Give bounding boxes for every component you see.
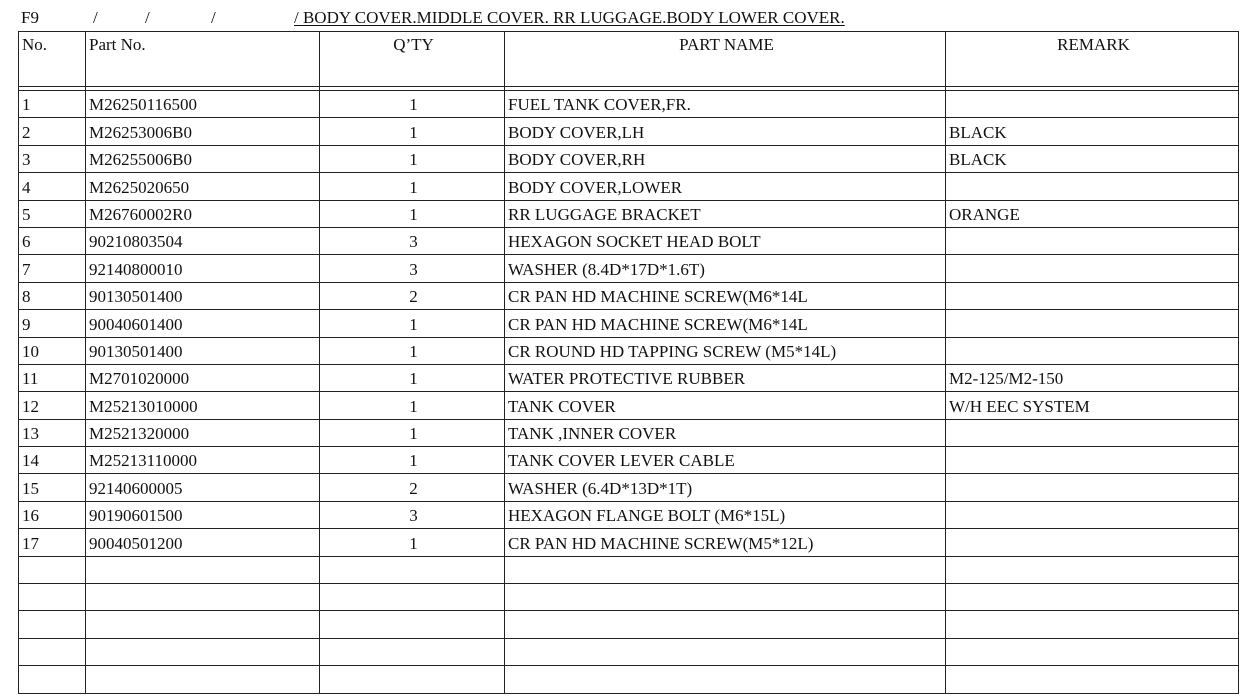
table-row [19,118,1239,145]
header-separator: / [145,8,150,27]
cell-part-name [505,611,946,638]
cell-part-no: 90130501400 [86,337,320,364]
header-separator: / [211,8,216,27]
cell-part-no: M2625020650 [86,173,320,200]
cell-part-no [86,638,320,665]
table-row [19,529,1239,556]
table-row [19,200,1239,227]
cell-remark [946,666,1239,693]
cell-qty: 1 [320,529,505,556]
cell-part-no [86,666,320,693]
cell-remark: ORANGE [946,200,1239,227]
cell-qty: 1 [320,337,505,364]
cell-remark: BLACK [946,118,1239,145]
figure-code: F9 [21,8,39,27]
cell-no [19,556,86,583]
cell-qty [320,666,505,693]
cell-no: 14 [19,447,86,474]
cell-part-no: 90130501400 [86,282,320,309]
cell-remark [946,474,1239,501]
cell-no: 8 [19,282,86,309]
cell-part-no: 90040601400 [86,310,320,337]
cell-remark [946,310,1239,337]
cell-part-name: TANK COVER [505,392,946,419]
cell-remark [946,227,1239,254]
cell-remark [946,556,1239,583]
cell-remark [946,337,1239,364]
cell-remark [946,584,1239,611]
cell-remark: BLACK [946,145,1239,172]
cell-no [19,638,86,665]
table-row [19,666,1239,693]
cell-no: 6 [19,227,86,254]
cell-part-name: FUEL TANK COVER,FR. [505,91,946,118]
cell-remark [946,255,1239,282]
table-row [19,282,1239,309]
cell-no [19,666,86,693]
cell-part-no: M2521320000 [86,419,320,446]
cell-no: 1 [19,91,86,118]
cell-part-name [505,638,946,665]
cell-qty: 2 [320,474,505,501]
cell-part-no: M2701020000 [86,364,320,391]
cell-part-name: BODY COVER,RH [505,145,946,172]
cell-remark [946,529,1239,556]
header-separator: / [93,8,98,27]
cell-qty: 3 [320,501,505,528]
parts-table-body [19,87,1239,694]
cell-part-name: WATER PROTECTIVE RUBBER [505,364,946,391]
cell-part-name [505,556,946,583]
column-header-qty: Q’TY [320,32,505,87]
cell-part-no: M26253006B0 [86,118,320,145]
cell-part-no [86,584,320,611]
cell-part-no: 90190601500 [86,501,320,528]
column-header-remark: REMARK [946,32,1239,87]
table-row [19,638,1239,665]
cell-part-no: M26255006B0 [86,145,320,172]
cell-part-no [86,556,320,583]
table-row [19,255,1239,282]
table-row [19,419,1239,446]
cell-no: 15 [19,474,86,501]
cell-no: 17 [19,529,86,556]
table-row [19,173,1239,200]
cell-qty: 1 [320,310,505,337]
cell-no: 11 [19,364,86,391]
cell-part-name: TANK COVER LEVER CABLE [505,447,946,474]
cell-no: 2 [19,118,86,145]
cell-part-name [505,584,946,611]
cell-no: 9 [19,310,86,337]
cell-part-name: HEXAGON SOCKET HEAD BOLT [505,227,946,254]
cell-remark [946,173,1239,200]
cell-qty: 3 [320,227,505,254]
cell-part-no: 92140600005 [86,474,320,501]
cell-part-name: WASHER (8.4D*17D*1.6T) [505,255,946,282]
cell-qty: 1 [320,173,505,200]
cell-part-name [505,666,946,693]
cell-remark: W/H EEC SYSTEM [946,392,1239,419]
cell-remark [946,501,1239,528]
cell-no: 7 [19,255,86,282]
cell-qty: 1 [320,145,505,172]
table-row [19,474,1239,501]
cell-qty: 1 [320,447,505,474]
cell-part-no: M25213010000 [86,392,320,419]
cell-remark [946,91,1239,118]
cell-qty: 1 [320,419,505,446]
cell-part-no: 92140800010 [86,255,320,282]
parts-table [18,31,1239,694]
cell-part-no: M26760002R0 [86,200,320,227]
cell-part-name: CR PAN HD MACHINE SCREW(M6*14L [505,310,946,337]
cell-qty: 1 [320,91,505,118]
cell-no: 13 [19,419,86,446]
cell-part-name: WASHER (6.4D*13D*1T) [505,474,946,501]
cell-part-no: 90210803504 [86,227,320,254]
column-header-part-name: PART NAME [505,32,946,87]
cell-part-name: TANK ,INNER COVER [505,419,946,446]
cell-qty: 1 [320,364,505,391]
cell-qty [320,638,505,665]
cell-part-name: BODY COVER,LH [505,118,946,145]
cell-part-name: HEXAGON FLANGE BOLT (M6*15L) [505,501,946,528]
page-header [0,6,1256,30]
table-row [19,91,1239,118]
cell-qty [320,611,505,638]
cell-part-no: M25213110000 [86,447,320,474]
table-row [19,227,1239,254]
cell-remark [946,611,1239,638]
cell-qty: 1 [320,118,505,145]
cell-part-no [86,611,320,638]
cell-qty [320,584,505,611]
cell-part-name: CR ROUND HD TAPPING SCREW (M5*14L) [505,337,946,364]
table-row [19,556,1239,583]
cell-part-no: M26250116500 [86,91,320,118]
cell-qty [320,556,505,583]
table-row [19,337,1239,364]
cell-part-name: RR LUGGAGE BRACKET [505,200,946,227]
cell-no [19,611,86,638]
column-header-no: No. [19,32,86,87]
cell-no: 12 [19,392,86,419]
cell-no [19,584,86,611]
cell-no: 5 [19,200,86,227]
cell-part-name: CR PAN HD MACHINE SCREW(M5*12L) [505,529,946,556]
cell-no: 3 [19,145,86,172]
cell-no: 10 [19,337,86,364]
cell-remark [946,638,1239,665]
table-row [19,364,1239,391]
cell-qty: 1 [320,392,505,419]
cell-part-name: CR PAN HD MACHINE SCREW(M6*14L [505,282,946,309]
cell-qty: 3 [320,255,505,282]
table-row [19,447,1239,474]
cell-part-no: 90040501200 [86,529,320,556]
column-header-part-no: Part No. [86,32,320,87]
cell-part-name: BODY COVER,LOWER [505,173,946,200]
table-row [19,584,1239,611]
table-row [19,310,1239,337]
cell-qty: 1 [320,200,505,227]
cell-remark [946,282,1239,309]
table-row [19,611,1239,638]
table-row [19,501,1239,528]
cell-no: 4 [19,173,86,200]
cell-remark: M2-125/M2-150 [946,364,1239,391]
cell-remark [946,447,1239,474]
table-header-row [19,32,1239,87]
cell-qty: 2 [320,282,505,309]
page-title: / BODY COVER.MIDDLE COVER. RR LUGGAGE.BODY LOWER COVER. [294,8,845,27]
table-row [19,145,1239,172]
table-row [19,392,1239,419]
cell-remark [946,419,1239,446]
cell-no: 16 [19,501,86,528]
